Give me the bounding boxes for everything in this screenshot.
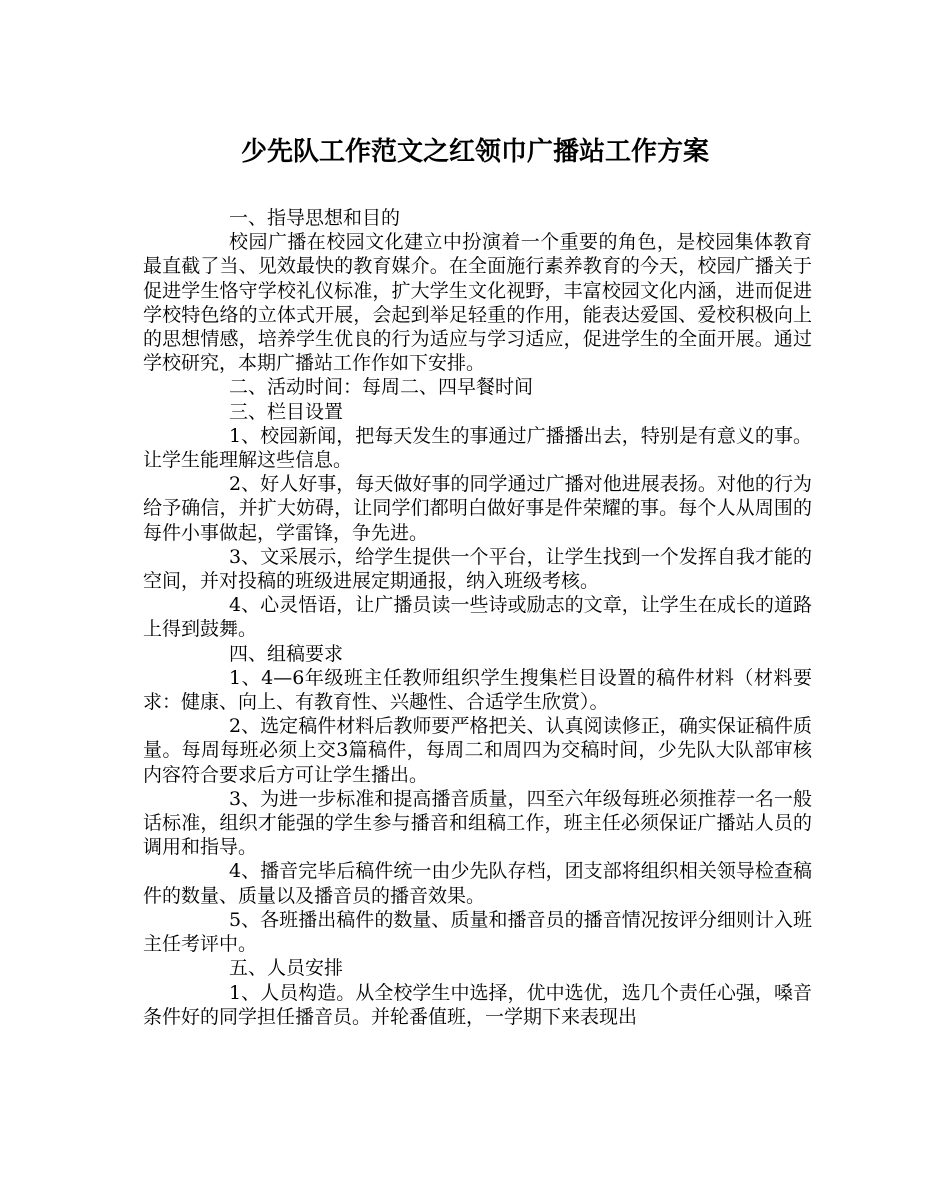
section-heading-guiding-principles: 一、指导思想和目的 (229, 207, 401, 229)
document-body (143, 206, 812, 1029)
section-heading-column-settings: 三、栏目设置 (229, 400, 344, 423)
section-heading-submission-requirements: 四、组稿要求 (229, 642, 344, 665)
list-item: 1、4—6年级班主任教师组织学生搜集栏目设置的稿件材料（材料要求：健康、向上、有教育性、兴趣性、合适学生欣赏）。 (143, 666, 812, 714)
section-heading-staffing: 五、人员安排 (229, 957, 344, 980)
list-item: 4、心灵悟语，让广播员读一些诗或励志的文章，让学生在成长的道路上得到鼓舞。 (143, 594, 812, 641)
list-item: 1、校园新闻，把每天发生的事通过广播播出去，特别是有意义的事。让学生能理解这些信息。 (143, 424, 812, 472)
body-paragraph: 校园广播在校园文化建立中扮演着一个重要的角色，是校园集体教育最直截了当、见效最快的教育媒介。在全面施行素养教育的今天，校园广播关于促进学生恪守学校礼仪标准，扩大学生文化视野，丰富校园文化内涵，进而促进学校特色络的立体式开展，会起到举足轻重的作用，能表达爱国、爱校积极向上的思想情感，培养学生优良的行为适应与学习适应，促进学生的全面开展。通过学校研究，本期广播站工作作如下安排。 (143, 231, 812, 375)
page-title: 少先队工作范文之红领巾广播站工作方案 (240, 137, 709, 167)
list-item: 1、人员构造。从全校学生中选择，优中选优，选几个责任心强，嗓音条件好的同学担任播音员。并轮番值班，一学期下来表现出 (143, 981, 812, 1028)
list-item: 5、各班播出稿件的数量、质量和播音员的播音情况按评分细则计入班主任考评中。 (143, 908, 812, 956)
list-item: 2、选定稿件材料后教师要严格把关、认真阅读修正，确实保证稿件质量。每周每班必须上交3篇稿件，每周二和周四为交稿时间，少先队大队部审核内容符合要求后方可让学生播出。 (143, 715, 812, 786)
section-heading-activity-time: 二、活动时间：每周二、四早餐时间 (229, 376, 534, 399)
list-item: 2、好人好事，每天做好事的同学通过广播对他进展表扬。对他的行为给予确信，并扩大妨碍，让同学们都明白做好事是件荣耀的事。每个人从周围的每件小事做起，学雷锋，争先进。 (143, 473, 812, 544)
list-item: 3、为进一步标准和提高播音质量，四至六年级每班必须推荐一名一般话标准，组织才能强的学生参与播音和组稿工作，班主任必须保证广播站人员的调用和指导。 (143, 787, 812, 859)
list-item: 3、文采展示，给学生提供一个平台，让学生找到一个发挥自我才能的空间，并对投稿的班级进展定期通报，纳入班级考核。 (143, 545, 812, 593)
list-item: 4、播音完毕后稿件统一由少先队存档，团支部将组织相关领导检查稿件的数量、质量以及播音员的播音效果。 (143, 860, 812, 907)
